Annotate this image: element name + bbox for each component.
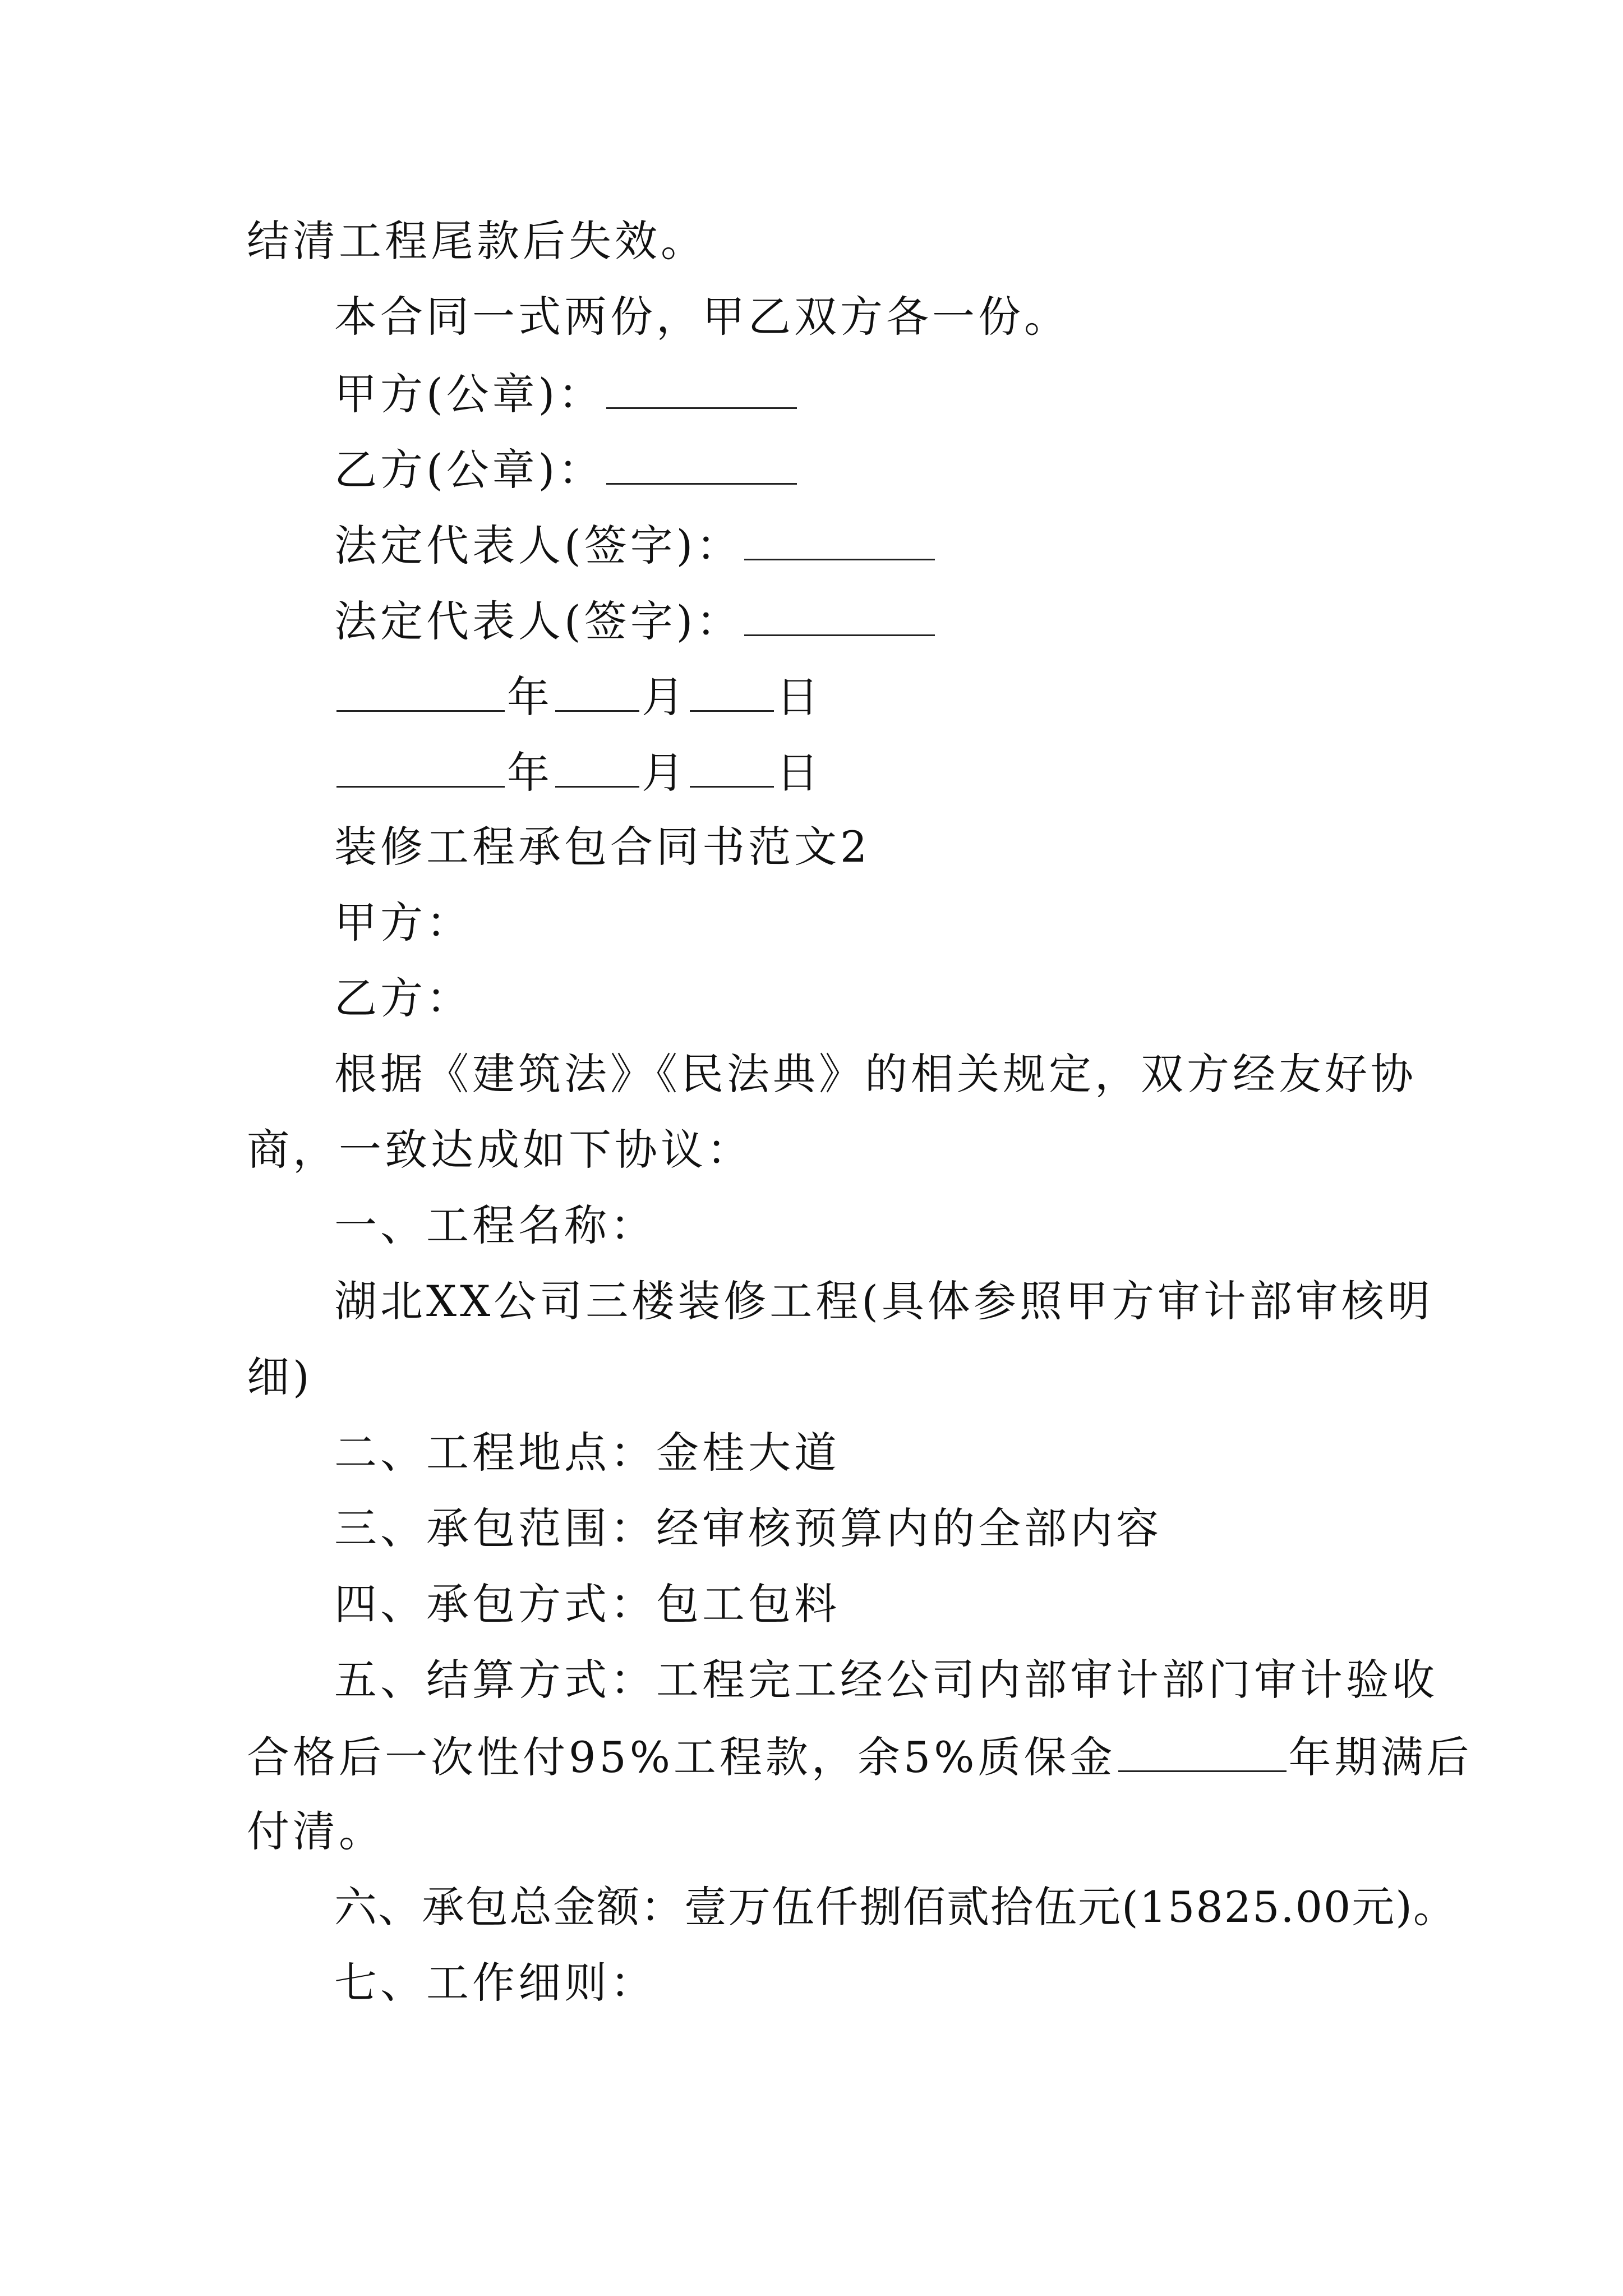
- year-blank[interactable]: [336, 668, 505, 712]
- title-text: 装修工程承包合同书范文2: [334, 822, 871, 872]
- text-line: [334, 1198, 656, 1254]
- paragraph-text: 六、承包总金额：壹万伍仟捌佰贰拾伍元(15825.00元)。: [334, 1882, 1457, 1932]
- section-title: [334, 819, 870, 875]
- paragraph-text: 付清。: [247, 1806, 385, 1856]
- text-line-with-blank: [247, 1728, 1473, 1786]
- field-label: 乙方：: [334, 973, 472, 1023]
- field-label: 法定代表人(签字)：: [334, 521, 743, 570]
- paragraph-text: 商，一致达成如下协议：: [247, 1125, 753, 1175]
- text-line: [334, 289, 1070, 345]
- paragraph-text: 湖北XX公司三楼装修工程(具体参照甲方审计部审核明: [334, 1276, 1433, 1326]
- field-label: 甲方(公章)：: [334, 369, 605, 419]
- paragraph-text: 二、工程地点：金桂大道: [334, 1428, 840, 1478]
- date-unit: 月: [642, 672, 688, 722]
- paragraph-text: 年期满后: [1288, 1732, 1473, 1782]
- paragraph-text: 细): [247, 1352, 313, 1402]
- paragraph-text: 三、承包范围：经审核预算内的全部内容: [334, 1503, 1162, 1553]
- representative-sign-line-1: [334, 516, 937, 574]
- text-line: [334, 1955, 656, 2011]
- paragraph-text: 本合同一式两份，甲乙双方各一份。: [334, 292, 1070, 342]
- paragraph-text: 七、工作细则：: [334, 1958, 656, 2008]
- paragraph-text: 一、工程名称：: [334, 1200, 656, 1250]
- text-line: [334, 1425, 840, 1481]
- party-a-line: [334, 895, 472, 951]
- field-label: 甲方：: [334, 898, 472, 947]
- day-blank[interactable]: [690, 668, 774, 712]
- text-line: [247, 213, 707, 269]
- field-label: 乙方(公章)：: [334, 445, 605, 495]
- signature-blank[interactable]: [606, 440, 797, 485]
- text-line: [334, 1273, 1433, 1329]
- warranty-years-blank[interactable]: [1118, 1728, 1287, 1772]
- day-blank[interactable]: [690, 743, 774, 788]
- date-unit: 年: [507, 748, 553, 798]
- field-label: 法定代表人(签字)：: [334, 596, 743, 646]
- date-line-1: [334, 668, 822, 725]
- month-blank[interactable]: [555, 743, 639, 788]
- signature-blank[interactable]: [744, 516, 935, 560]
- date-unit: 日: [776, 748, 822, 798]
- paragraph-text: 五、结算方式：工程完工经公司内部审计部门审计验收: [334, 1655, 1438, 1705]
- date-unit: 年: [507, 672, 553, 722]
- text-line: [334, 1652, 1438, 1708]
- text-line: [247, 1122, 753, 1178]
- text-line: [334, 1879, 1457, 1935]
- year-blank[interactable]: [336, 743, 505, 788]
- paragraph-text: 根据《建筑法》《民法典》的相关规定，双方经友好协: [334, 1049, 1417, 1099]
- paragraph-text: 结清工程尾款后失效。: [247, 216, 707, 266]
- month-blank[interactable]: [555, 668, 639, 712]
- paragraph-text: 四、承包方式：包工包料: [334, 1579, 840, 1629]
- party-b-line: [334, 970, 472, 1027]
- signature-blank[interactable]: [606, 365, 797, 409]
- party-b-seal-line: [334, 440, 799, 498]
- signature-blank[interactable]: [744, 592, 935, 636]
- paragraph-text: 合格后一次性付95%工程款，余5%质保金: [247, 1732, 1116, 1782]
- date-line-2: [334, 743, 822, 801]
- date-unit: 日: [776, 672, 822, 722]
- party-a-seal-line: [334, 365, 799, 422]
- text-line: [334, 1046, 1417, 1102]
- text-line: [247, 1803, 385, 1860]
- representative-sign-line-2: [334, 592, 937, 650]
- text-line: [334, 1501, 1162, 1557]
- text-line: [247, 1349, 313, 1405]
- text-line: [334, 1576, 840, 1632]
- date-unit: 月: [642, 748, 688, 798]
